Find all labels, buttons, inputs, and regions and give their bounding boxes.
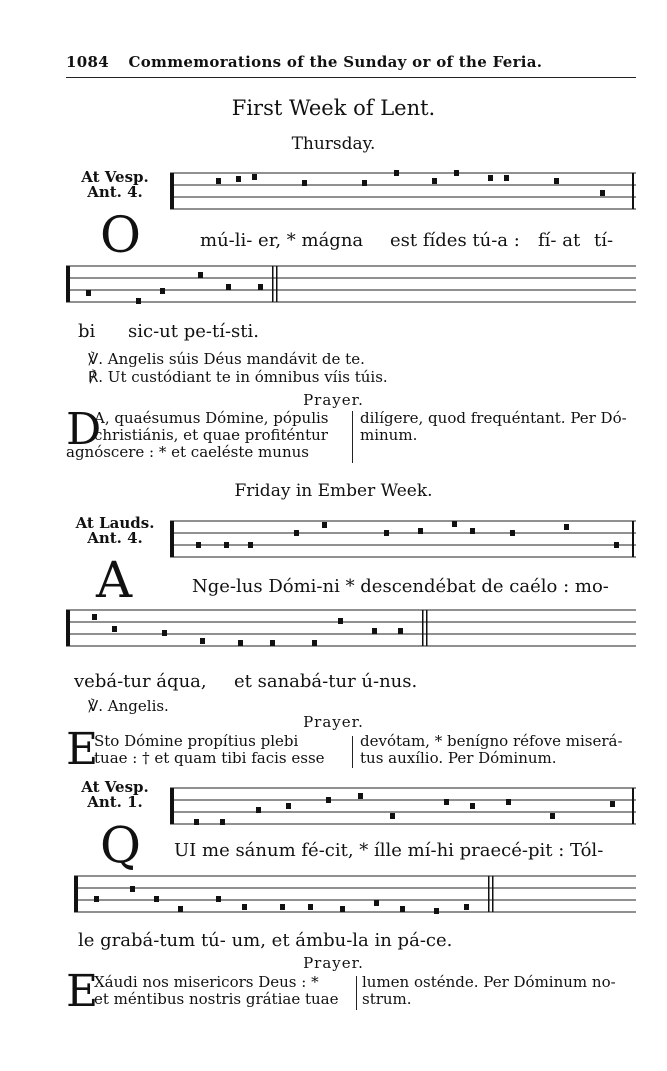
vespers-initial: Q: [100, 816, 141, 874]
staff-vespers-2: [74, 872, 636, 920]
vespers-prayer-divider: [356, 976, 357, 1010]
thursday-prayer-heading: Prayer.: [303, 391, 364, 409]
vespers-prayer-line4: strum.: [362, 990, 412, 1008]
friday-lyric-2b: et sanabá-tur ú-nus.: [234, 671, 418, 692]
vespers-prayer-col1: [94, 974, 352, 1008]
friday-prayer-line1: Sto Dómine propítius plebi: [94, 732, 299, 750]
friday-chant-label: [70, 516, 160, 546]
vespers-chant-label: [70, 780, 160, 810]
vespers-prayer-dropcap: E: [66, 966, 99, 1017]
friday-prayer-line4: tus auxílio. Per Dóminum.: [360, 749, 557, 767]
antiphon-label: Ant. 1.: [87, 793, 143, 811]
thursday-prayer-line4: dilígere, quod frequéntant. Per Dó-: [360, 409, 627, 427]
thursday-response: ℟. Ut custódiant te in ómnibus víis túis.: [88, 368, 388, 386]
thursday-prayer-col2: [360, 410, 640, 444]
antiphon-label: Ant. 4.: [87, 183, 143, 201]
staff-thursday-1: [170, 170, 636, 212]
friday-prayer-heading: Prayer.: [303, 713, 364, 731]
vespers-prayer-col2: [362, 974, 642, 1008]
header-rule: [66, 77, 636, 78]
staff-thursday-2: [66, 262, 636, 310]
vespers-prayer-line2: et méntibus nostris grátiae tuae: [94, 990, 339, 1008]
friday-lyric-2a: vebá-tur áqua,: [74, 671, 207, 692]
thursday-lyric-1c: fí- at: [538, 230, 581, 251]
thursday-prayer-dropcap: D: [66, 404, 102, 455]
thursday-prayer-line5: minum.: [360, 426, 418, 444]
thursday-lyric-2a: bi: [78, 321, 96, 342]
thursday-lyric-1d: tí-: [594, 230, 614, 251]
hour-label: At Vesp.: [81, 168, 149, 186]
thursday-versicle: ℣. Angelis súis Déus mandávit de te.: [88, 350, 365, 368]
friday-initial: A: [96, 551, 133, 609]
thursday-heading: Thursday.: [291, 134, 376, 154]
vespers-lyric-1: UI me sánum fé-cit, * ílle mí-hi praecé-pit : Tól-: [174, 840, 604, 861]
staff-friday-2: [66, 606, 636, 654]
running-head: Commemorations of the Sunday or of the Feria.: [128, 53, 543, 71]
friday-prayer-line2: tuae : † et quam tibi facis esse: [94, 749, 325, 767]
friday-prayer-divider: [352, 736, 353, 768]
friday-prayer-dropcap: E: [66, 724, 99, 775]
vespers-prayer-line3: lumen osténde. Per Dóminum no-: [362, 973, 616, 991]
section-title: First Week of Lent.: [231, 96, 436, 120]
friday-heading: Friday in Ember Week.: [234, 481, 433, 501]
antiphon-label: Ant. 4.: [87, 529, 143, 547]
thursday-lyric-1b: est fídes tú-a :: [390, 230, 520, 251]
staff-friday-1: [170, 518, 636, 560]
page-number: 1084: [66, 53, 109, 71]
friday-prayer-col1: [94, 733, 352, 767]
thursday-prayer-line3: agnóscere : * et caeléste munus: [66, 443, 309, 461]
hour-label: At Lauds.: [75, 514, 155, 532]
thursday-lyric-2b: sic-ut pe-tí-sti.: [128, 321, 259, 342]
vespers-prayer-line1: Xáudi nos misericors Deus : *: [94, 973, 319, 991]
thursday-chant-label: [70, 170, 160, 200]
friday-lyric-1: Nge-lus Dómi-ni * descendébat de caélo : mo-: [192, 576, 609, 597]
friday-prayer-line3: devótam, * benígno réfove miserá-: [360, 732, 623, 750]
thursday-prayer-divider: [352, 411, 353, 463]
thursday-prayer-col1: [66, 404, 346, 461]
running-header: [66, 53, 586, 71]
staff-vespers-1: [170, 785, 636, 827]
vespers-lyric-2: le grabá-tum tú- um, et ámbu-la in pá-ce.: [78, 930, 453, 951]
thursday-lyric-1a: mú-li- er, * mágna: [200, 230, 364, 251]
thursday-prayer-line2: christiánis, et quae profiténtur: [94, 426, 328, 444]
thursday-prayer-line1: A, quaésumus Dómine, pópulis: [94, 409, 329, 427]
thursday-initial: O: [100, 206, 141, 264]
hour-label: At Vesp.: [81, 778, 149, 796]
vespers-prayer-heading: Prayer.: [303, 954, 364, 972]
friday-prayer-col2: [360, 733, 640, 767]
friday-versicle: ℣. Angelis.: [88, 697, 169, 715]
